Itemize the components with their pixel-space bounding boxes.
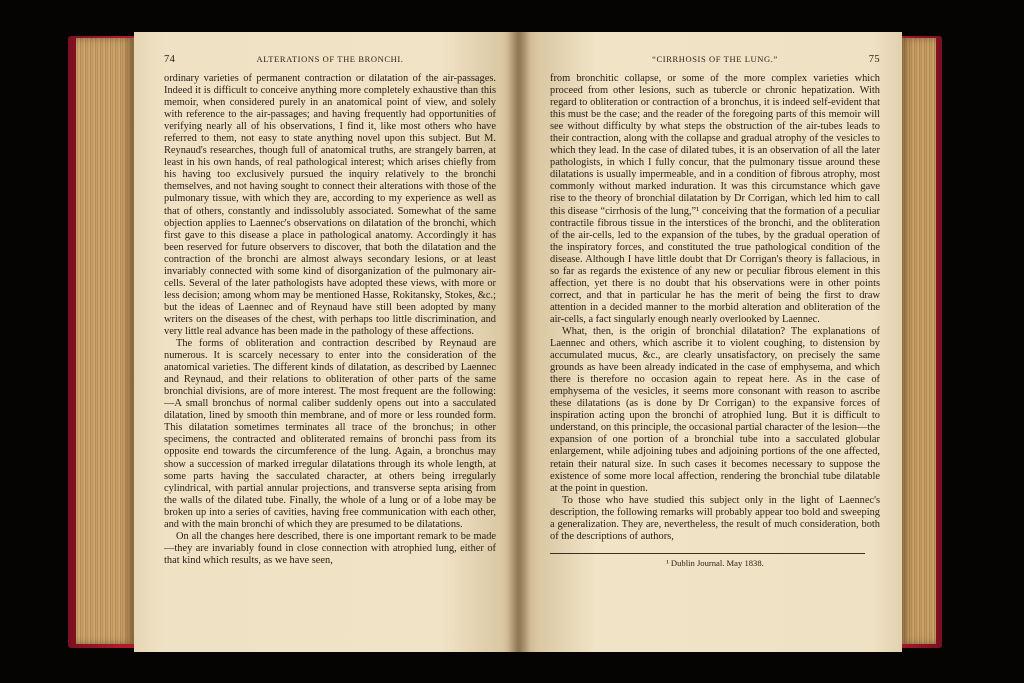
left-body-text [164, 73, 496, 567]
left-page-number: 74 [164, 54, 176, 65]
right-paragraph: from bronchitic collapse, or some of the more complex varieties which proceed from other lesions, such as tubercle or chronic hepatization. With regard to obliteration or contraction of a bronchus, it is indeed self-evident that this must be the case; and the reader of the foregoing parts of this memoir will see without difficulty by what steps the obstruction of the air-tubes leads to their contraction, along with the collapse and gradual atrophy of the vesicles to which they lead. In the case of dilated tubes, it is an observation of all the later pathologists, in which I fully concur, that the pulmonary tissue around these dilatations is usually impermeable, and in a condition of fibrous atrophy, most commonly without marked induration. It was this circumstance which gave rise to the theory of bronchial dilatation by Dr Corrigan, which led him to call this disease “cirrhosis of the lung,”¹ conceiving that the formation of a peculiar contractile fibrous tissue in the interstices of the bronchi, and the obliteration of the air-cells, led to the expansion of the tubes, by the gradual operation of the inspiratory forces, and constituted the true pathological condition of the disease. Although I have little doubt that Dr Corrigan's theory is fallacious, in so far as regards the existence of any new or peculiar fibrous element in this affection, yet there is no doubt that his observations were in other points correct, and that in particular he has the merit of being the first to draw attention in a decided manner to the morbid alteration and obliteration of the air-cells, a fact singularly enough nearly overlooked by Laennec. [550, 73, 880, 325]
right-body-text [550, 73, 880, 543]
left-paragraph: ordinary varieties of permanent contraction or dilatation of the air-passages. Indeed it is difficult to conceive anything more completely exhaustive than this memoir, when considered purely in an anatomical point of view, and solely with reference to the air-passages; and having frequently had opportunities of verifying nearly all of his observations, I find it, like most others who have referred to them, not easy to state anything novel upon this subject. But M. Reynaud's researches, though full of anatomical truths, are strangely barren, at least in his own hands, of real pathological interest; which arises chiefly from his having too exclusively pursued the inquiry relatively to the bronchi themselves, and not having sought to connect their alterations with those of the pulmonary tissue, with which they are, according to my experience as well as that of others, constantly and indissolubly associated. Somewhat of the same objection applies to Laennec's observations on dilatation of the bronchi, which first gave to this disease a place in pathological anatomy. Accordingly it has been reserved for future observers to discover, that both the dilatation and the contraction of the bronchi are almost always secondary lesions, or at least invariably connected with some kind of disorganization of the pulmonary air-cells. Several of the later pathologists have adopted these views, with more or less decision; among whom may be mentioned Hasse, Rokitansky, Stokes, &c.; but the ideas of Laennec and of Reynaud have still been adopted by many writers on the diseases of the chest, with perhaps too little discrimination, and very little real advance has been made in the pathology of these affections. [164, 73, 496, 337]
right-paragraph: What, then, is the origin of bronchial dilatation? The explanations of Laennec and others, which ascribe it to violent coughing, to distension by accumulated mucus, &c., are clearly unsatisfactory, on precisely the same grounds as have been already indicated in the case of emphysema, and which there is therefore no occasion again to repeat here. As in the case of emphysema of the vesicles, it seems more consonant with reason to ascribe these dilatations (as is done by Dr Corrigan) to the expansive forces of inspiration acting upon the bronchi of atrophied lung. But it is difficult to understand, on this principle, the occasional partial character of the lesion—the expansion of one portion of a bronchial tube into a sacculated globular enlargement, while adjoining tubes and adjoining portions of the one affected, retain their natural size. In such cases it becomes necessary to suppose the existence of some more local affection, rendering the bronchial tube dilatable at the point in question. [550, 325, 880, 494]
right-running-title: “CIRRHOSIS OF THE LUNG.” [652, 54, 778, 64]
footnote: ¹ Dublin Journal. May 1838. [666, 557, 764, 568]
left-paragraph: On all the changes here described, there is one important remark to be made—they are invariably found in close connection with atrophied lung, either of that kind which results, as we have seen, [164, 530, 496, 566]
right-page [518, 32, 902, 652]
footnote-rule [550, 553, 865, 554]
left-page [134, 32, 518, 652]
right-page-number: 75 [868, 54, 880, 65]
left-running-title: ALTERATIONS OF THE BRONCHI. [256, 54, 404, 64]
right-paragraph: To those who have studied this subject only in the light of Laennec's description, the following remarks will probably appear too bold and sweeping a generalization. They are, nevertheless, the result of much consideration, both of the descriptions of authors, [550, 494, 880, 542]
left-running-head [164, 54, 496, 65]
right-running-head [550, 54, 880, 65]
left-page-edges [76, 38, 134, 644]
left-paragraph: The forms of obliteration and contraction described by Reynaud are numerous. It is scarcely necessary to enter into the consideration of the anatomical varieties. The different kinds of dilatation, as described by Laennec and Reynaud, and their relations to obliteration of other parts of the same bronchial divisions, are of more interest. The most frequent are the following:—A small bronchus of normal caliber suddenly opens out into a sacculated dilatation, lined by smooth thin membrane, and of more or less rounded form. This dilatation sometimes terminates all trace of the bronchus; in other specimens, the contracted and obliterated remains of bronchi pass from its opposite end towards the circumference of the lung. Again, a bronchus may show a succession of marked irregular dilatations through its whole length, at some parts having the sacculated character, at others being irregularly cylindrical, with partial annular projections, and transverse septa arising from the walls of the dilated tube. Finally, the whole of a lung or of a lobe may be broken up into a series of cavities, having free communication with each other, and with the main bronchi of which they are presumed to be dilatations. [164, 338, 496, 530]
right-page-edges [900, 38, 936, 644]
